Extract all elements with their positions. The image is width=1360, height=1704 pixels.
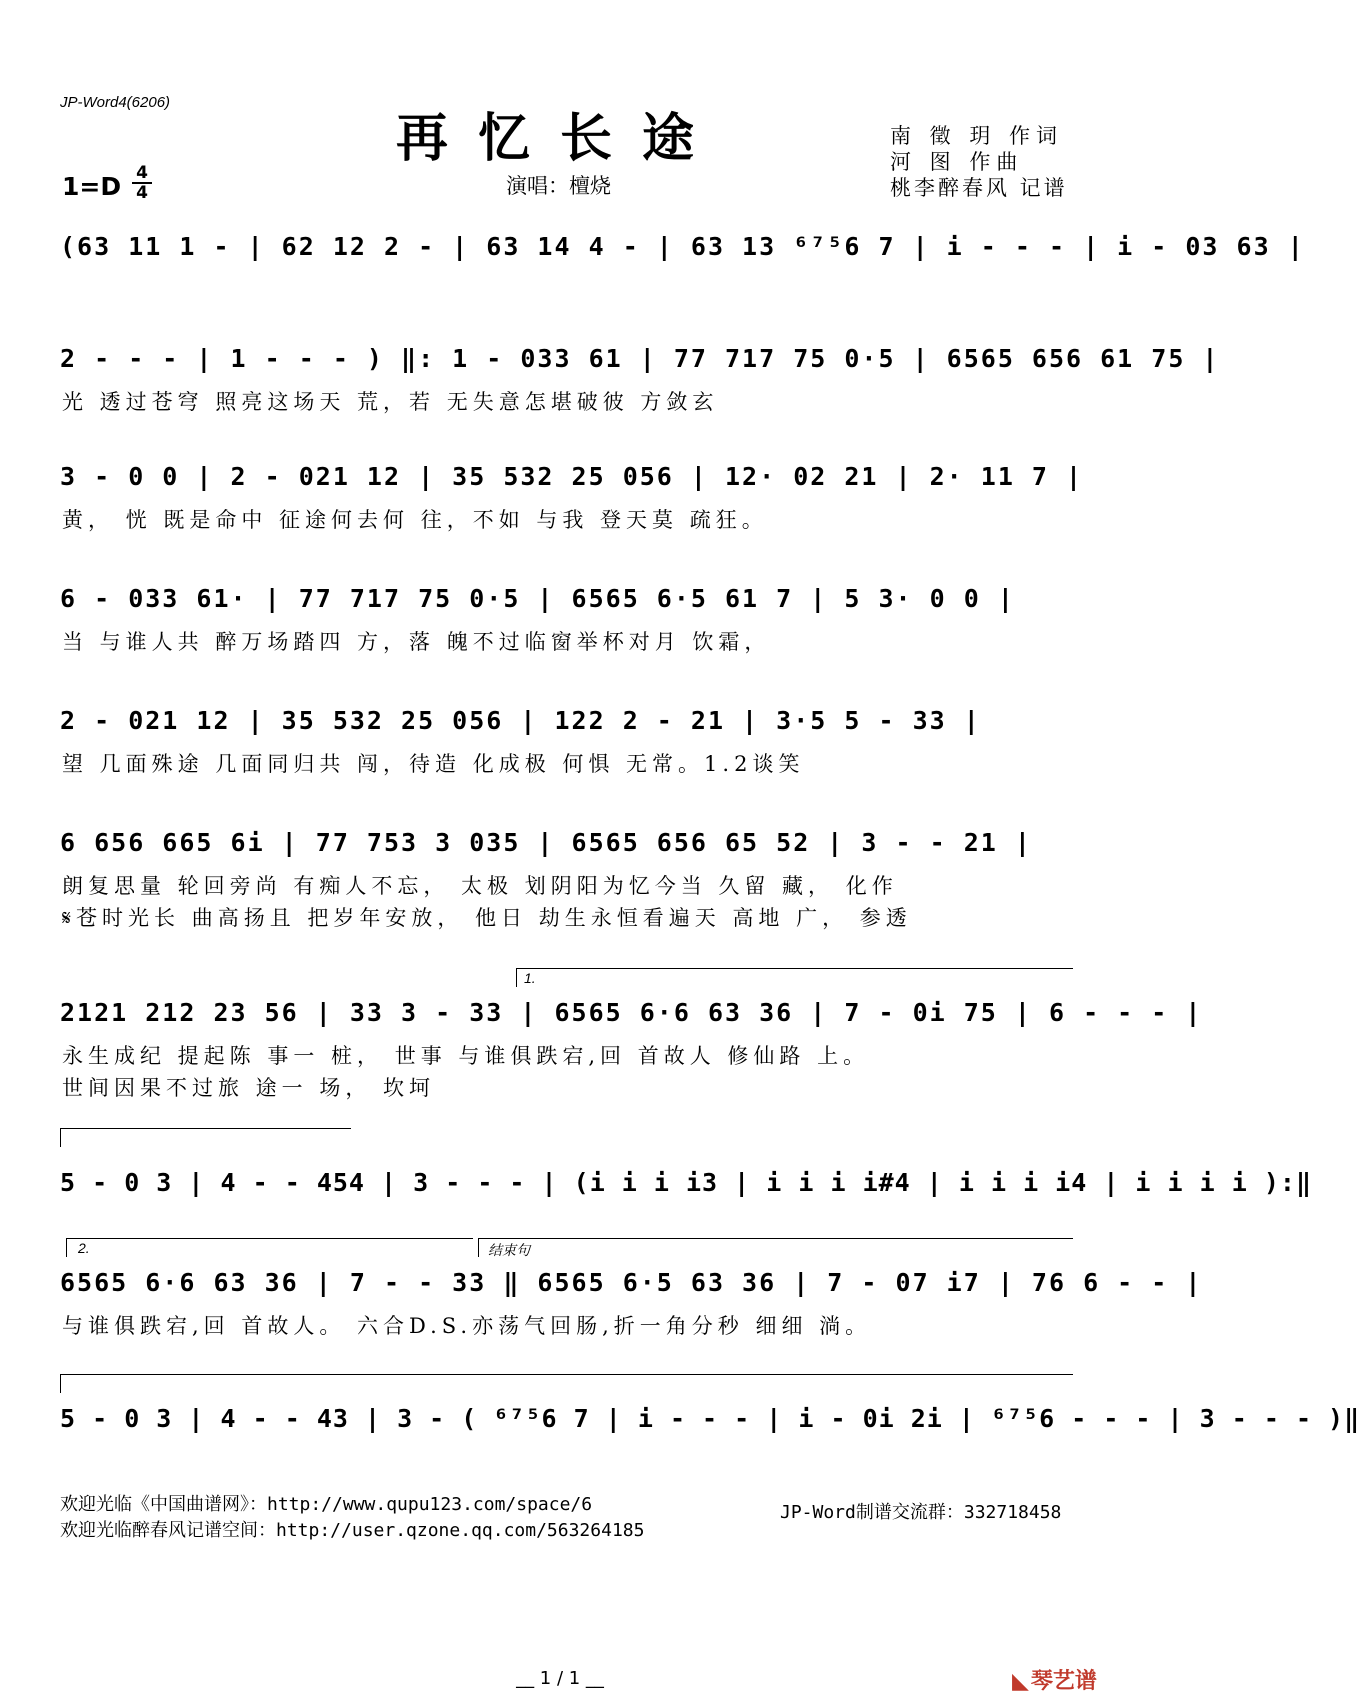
- lyric-line-3: 黄， 恍 既是命中 征途何去何 往，不如 与我 登天莫 疏狂。: [62, 508, 768, 532]
- qq-group: JP-Word制谱交流群：332718458: [780, 1502, 1062, 1523]
- music-line-1: (63 11 1 - | 62 12 2 - | 63 14 4 - | 63 13 ⁶⁷⁵6 7 | i - - - | i - 03 63 |: [60, 232, 1305, 261]
- music-line-3: 3 - 0 0 | 2 - 021 12 | 35 532 25 056 | 12· 02 21 | 2· 11 7 |: [60, 462, 1084, 491]
- song-title: 再忆长途: [395, 108, 724, 169]
- lyric-line-5: 望 几面殊途 几面同归共 闯，待造 化成极 何惧 无常。1.2谈笑: [62, 752, 805, 776]
- singer-credit: 演唱：檀烧: [506, 174, 611, 198]
- music-line-10: 5 - 0 3 | 4 - - 43 | 3 - ( ⁶⁷⁵6 7 | i - - - | i - 0i 2i | ⁶⁷⁵6 - - - | 3 - - - )‖: [60, 1404, 1360, 1433]
- lyric-line-6b: 𝄋苍时光长 曲高扬且 把岁年安放， 他日 劫生永恒看遍天 高地 广， 参透: [62, 906, 912, 930]
- time-signature: [132, 164, 152, 202]
- lyric-line-7a: 永生成纪 提起陈 事一 桩， 世事 与谁俱跌宕,回 首故人 修仙路 上。: [62, 1044, 870, 1068]
- lyricist-credit: 南 徵 玥 作词: [890, 124, 1064, 148]
- lyric-line-2: 光 透过苍穹 照亮这场天 荒，若 无失意怎堪破彼 方敛玄: [62, 390, 719, 414]
- key-signature: 1=D: [62, 172, 122, 201]
- ending-continue-bracket: [60, 1374, 1073, 1393]
- volta-1-continue-bracket: [60, 1128, 351, 1147]
- volta-2-bracket: [66, 1238, 473, 1257]
- software-label: JP-Word4(6206): [60, 94, 171, 111]
- site-logo: [1012, 1664, 1097, 1695]
- meter-bottom: 4: [136, 183, 148, 203]
- ending-label: 结束句: [488, 1242, 530, 1258]
- meter-top: 4: [132, 164, 152, 184]
- volta-1-label: 1.: [524, 970, 536, 986]
- lyric-line-4: 当 与谁人共 醉万场踏四 方，落 魄不过临窗举杯对月 饮霜，: [62, 630, 771, 654]
- music-line-9: 6565 6·6 63 36 | 7 - - 33 ‖ 6565 6·5 63 36 | 7 - 07 i7 | 76 6 - - |: [60, 1268, 1203, 1297]
- volta-2-label: 2.: [78, 1240, 90, 1256]
- lyric-line-9: 与谁俱跌宕,回 首故人。 六合D.S.亦荡气回肠,折一角分秒 细细 淌。: [62, 1314, 872, 1338]
- music-line-6: 6 656 665 6i | 77 753 3 035 | 6565 656 65 52 | 3 - - 21 |: [60, 828, 1032, 857]
- logo-icon: ◣: [1012, 1669, 1029, 1694]
- logo-text: 琴艺谱: [1030, 1669, 1097, 1694]
- music-line-4: 6 - 033 61· | 77 717 75 0·5 | 6565 6·5 61 7 | 5 3· 0 0 |: [60, 584, 1015, 613]
- ending-bracket: [478, 1238, 1073, 1257]
- volta-1-bracket: [516, 968, 1073, 987]
- footer-link-qzone[interactable]: 欢迎光临醉春风记谱空间：http://user.qzone.qq.com/563264185: [60, 1520, 645, 1541]
- transcriber-credit: 桃李醉春风 记谱: [890, 176, 1068, 200]
- lyric-line-6a: 朗复思量 轮回旁尚 有痴人不忘， 太极 划阴阳为忆今当 久留 藏， 化作: [62, 874, 898, 898]
- composer-credit: 河 图 作曲: [890, 150, 1024, 174]
- footer-link-qupu[interactable]: 欢迎光临《中国曲谱网》：http://www.qupu123.com/space/6: [60, 1494, 593, 1515]
- music-line-5: 2 - 021 12 | 35 532 25 056 | 122 2 - 21 | 3·5 5 - 33 |: [60, 706, 981, 735]
- music-line-8: 5 - 0 3 | 4 - - 454 | 3 - - - | (i i i i3 | i i i i#4 | i i i i4 | i i i i ):‖: [60, 1168, 1312, 1197]
- music-line-2: 2 - - - | 1 - - - ) ‖: 1 - 033 61 | 77 717 75 0·5 | 6565 656 61 75 |: [60, 344, 1220, 373]
- music-line-7: 2121 212 23 56 | 33 3 - 33 | 6565 6·6 63 36 | 7 - 0i 75 | 6 - - - |: [60, 998, 1203, 1027]
- page-number: __ 1 / 1 __: [516, 1668, 604, 1689]
- lyric-line-7b: 世间因果不过旅 途一 场， 坎坷: [62, 1076, 436, 1100]
